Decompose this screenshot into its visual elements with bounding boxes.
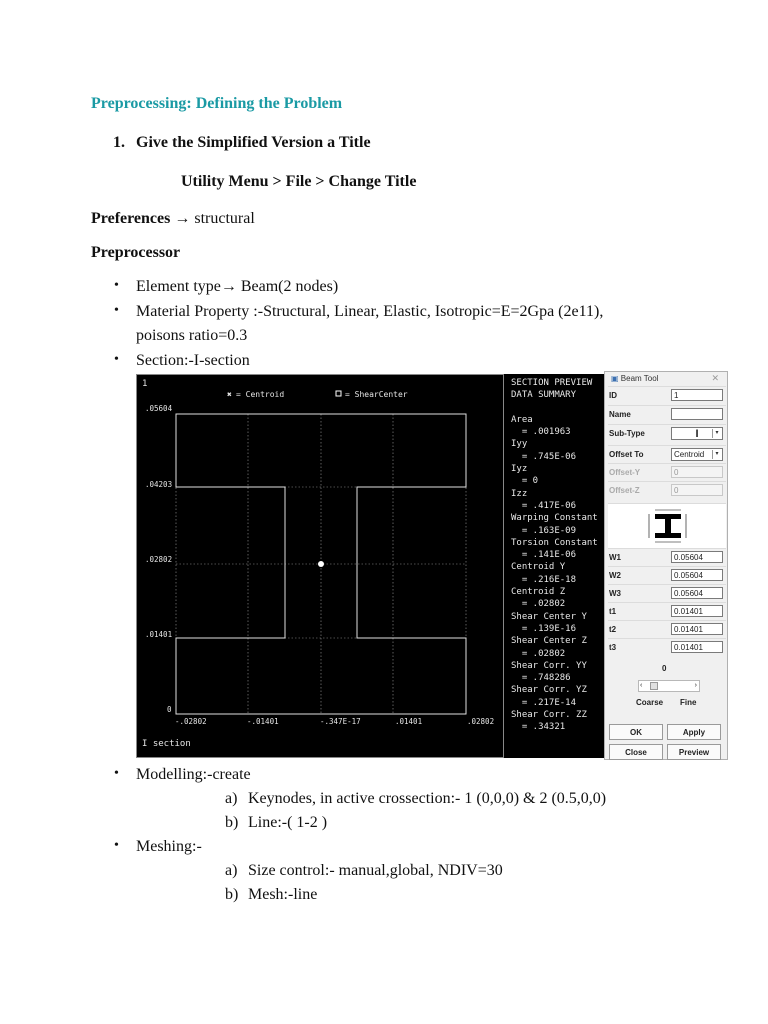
summary-line: = .163E-09 — [511, 525, 577, 536]
apply-button[interactable]: Apply — [667, 724, 721, 740]
dimension-row — [608, 638, 726, 657]
i-section-icon: I — [695, 428, 699, 440]
meshing-item-text: Mesh:-line — [248, 886, 318, 903]
chevron-left-icon[interactable]: ‹ — [640, 682, 643, 689]
summary-line: Centroid Y — [511, 562, 566, 573]
material-property-text: Material Property :-Structural, Linear, Elastic, Isotropic=E=2Gpa (2e11), — [136, 303, 604, 320]
beam-tool-titlebar — [605, 372, 727, 385]
dimension-input[interactable]: 0.01401 — [671, 641, 723, 653]
dimension-input[interactable]: 0.05604 — [671, 587, 723, 599]
list-item — [114, 838, 202, 856]
meshing-item-text: Size control:- manual,global, NDIV=30 — [248, 862, 503, 879]
offsetz-row — [608, 481, 726, 500]
summary-line: Izz — [511, 488, 528, 499]
meshing-item-marker: b) — [225, 886, 239, 903]
section-sketch — [608, 503, 726, 548]
app-icon: ▣ — [611, 374, 619, 383]
list-item — [114, 352, 250, 370]
dimension-input[interactable]: 0.01401 — [671, 623, 723, 635]
bullet-icon: • — [114, 278, 119, 293]
fine-label: Fine — [680, 698, 697, 707]
meshing-item-marker: a) — [225, 862, 238, 879]
dimension-row — [608, 584, 726, 603]
list-item — [114, 766, 251, 784]
id-input[interactable]: 1 — [671, 389, 723, 401]
modelling-label: Modelling:-create — [136, 766, 251, 783]
preferences-value: structural — [194, 210, 255, 227]
id-row — [608, 386, 726, 405]
summary-line: = .001963 — [511, 427, 571, 438]
modelling-item-text: Keynodes, in active crossection:- 1 (0,0,0) & 2 (0.5,0,0) — [248, 790, 607, 807]
legend-centroid: = Centroid — [236, 390, 285, 399]
offset-label: Offset To — [609, 450, 644, 459]
summary-line — [511, 402, 604, 414]
element-type-value: Beam(2 nodes) — [240, 278, 339, 295]
summary-line: Shear Corr. YZ — [511, 685, 587, 696]
x-tick-label: .02802 — [467, 717, 495, 726]
subtype-select[interactable] — [671, 427, 723, 440]
preferences-line — [91, 210, 255, 228]
summary-line: = .02802 — [511, 599, 566, 610]
preferences-label: Preferences — [91, 210, 171, 227]
slider-thumb[interactable] — [650, 682, 658, 690]
ok-button[interactable]: OK — [609, 724, 663, 740]
meshing-label: Meshing:- — [136, 838, 202, 855]
summary-line: DATA SUMMARY — [511, 390, 577, 401]
step-title: Give the Simplified Version a Title — [136, 134, 371, 151]
section-caption: I section — [142, 739, 191, 749]
close-icon[interactable]: ✕ — [711, 373, 719, 383]
dimension-label: W2 — [609, 571, 621, 580]
material-property-cont: poisons ratio=0.3 — [136, 327, 248, 344]
offsety-label: Offset-Y — [609, 468, 641, 477]
step-number: 1. — [113, 134, 125, 151]
summary-line: Shear Corr. YY — [511, 660, 587, 671]
summary-line: Centroid Z — [511, 587, 566, 598]
modelling-item-text: Line:-( 1-2 ) — [248, 814, 328, 831]
y-tick-label: .02802 — [145, 555, 173, 564]
arrow-right-icon: → — [174, 210, 191, 227]
dimension-label: t2 — [609, 625, 617, 634]
name-input[interactable] — [671, 408, 723, 420]
id-label: ID — [609, 391, 617, 400]
offset-row — [608, 445, 726, 464]
modelling-item-marker: a) — [225, 790, 238, 807]
chevron-down-icon: ▾ — [712, 450, 721, 459]
subtype-row — [608, 424, 726, 443]
dimension-row — [608, 566, 726, 585]
summary-line: = .217E-14 — [511, 697, 577, 708]
summary-line: Shear Center Z — [511, 636, 587, 647]
summary-line: = 0 — [511, 476, 539, 487]
bullet-icon: • — [114, 303, 119, 318]
x-tick-label: -.347E-17 — [320, 717, 361, 726]
dimension-row — [608, 602, 726, 621]
name-label: Name — [609, 410, 631, 419]
y-tick-label: 0 — [167, 705, 172, 714]
summary-line: = .745E-06 — [511, 451, 577, 462]
summary-line: = .02802 — [511, 648, 566, 659]
dimension-row — [608, 620, 726, 639]
dimension-label: W1 — [609, 553, 621, 562]
summary-line: = .417E-06 — [511, 500, 577, 511]
offsetz-label: Offset-Z — [609, 486, 640, 495]
close-button[interactable]: Close — [609, 744, 663, 760]
x-tick-label: -.02802 — [175, 717, 207, 726]
modelling-item-marker: b) — [225, 814, 239, 831]
i-beam-icon — [608, 504, 726, 548]
dimension-label: t3 — [609, 643, 617, 652]
beam-tool-window — [604, 371, 728, 760]
name-row — [608, 405, 726, 424]
y-tick-label: .04203 — [145, 480, 173, 489]
dimension-input[interactable]: 0.05604 — [671, 551, 723, 563]
summary-line: = .748286 — [511, 673, 571, 684]
section-preview-plot — [136, 374, 504, 758]
x-tick-label: .01401 — [395, 717, 423, 726]
x-tick-label: -.01401 — [247, 717, 279, 726]
summary-line: Shear Corr. ZZ — [511, 710, 587, 721]
coarse-label: Coarse — [636, 698, 664, 707]
dimension-input[interactable]: 0.01401 — [671, 605, 723, 617]
section-data-summary — [504, 374, 604, 758]
window-number: 1 — [142, 379, 148, 389]
summary-line: = .139E-16 — [511, 623, 577, 634]
y-tick-label: .05604 — [145, 404, 173, 413]
dimension-input[interactable]: 0.05604 — [671, 569, 723, 581]
summary-line: SECTION PREVIEW — [511, 378, 593, 388]
summary-line: = .216E-18 — [511, 574, 577, 585]
chevron-right-icon[interactable]: › — [694, 682, 697, 689]
offsety-row — [608, 463, 726, 482]
summary-line: Iyz — [511, 464, 528, 475]
bullet-icon: • — [114, 838, 119, 853]
arrow-right-icon: → — [220, 278, 237, 295]
shearcenter-marker-icon — [336, 391, 341, 396]
preprocessor-label: Preprocessor — [91, 244, 181, 261]
dimension-row — [608, 548, 726, 567]
offset-select-value: Centroid — [674, 450, 705, 459]
summary-line: Warping Constant — [511, 513, 598, 524]
legend-shear: = ShearCenter — [345, 390, 408, 399]
list-item — [114, 278, 339, 296]
offsetz-input: 0 — [671, 484, 723, 496]
beam-tool-title: Beam Tool — [620, 374, 659, 383]
summary-line: Area — [511, 414, 533, 425]
summary-line: = .34321 — [511, 722, 566, 733]
menu-path: Utility Menu > File > Change Title — [181, 173, 417, 190]
dimension-label: t1 — [609, 607, 617, 616]
section-plot-svg — [137, 375, 503, 757]
offsety-input: 0 — [671, 466, 723, 478]
dimension-label: W3 — [609, 589, 621, 598]
summary-line: Torsion Constant — [511, 537, 598, 548]
summary-line: Iyy — [511, 439, 528, 450]
summary-line: = .141E-06 — [511, 550, 577, 561]
centroid-point — [318, 561, 324, 567]
section-text: Section:-I-section — [136, 352, 250, 369]
bullet-icon: • — [114, 766, 119, 781]
offset-select[interactable] — [671, 448, 723, 461]
bullet-icon: • — [114, 352, 119, 367]
slider-value: 0 — [662, 664, 667, 673]
chevron-down-icon: ▾ — [712, 429, 721, 438]
summary-line: Shear Center Y — [511, 611, 587, 622]
preview-button[interactable]: Preview — [667, 744, 721, 760]
y-tick-label: .01401 — [145, 630, 173, 639]
size-slider[interactable] — [638, 680, 700, 692]
centroid-marker-icon: ✖ — [227, 390, 232, 399]
section-heading: Preprocessing: Defining the Problem — [91, 95, 343, 112]
list-item — [114, 303, 604, 321]
element-type-label: Element type — [136, 278, 221, 295]
subtype-label: Sub-Type — [609, 429, 645, 438]
